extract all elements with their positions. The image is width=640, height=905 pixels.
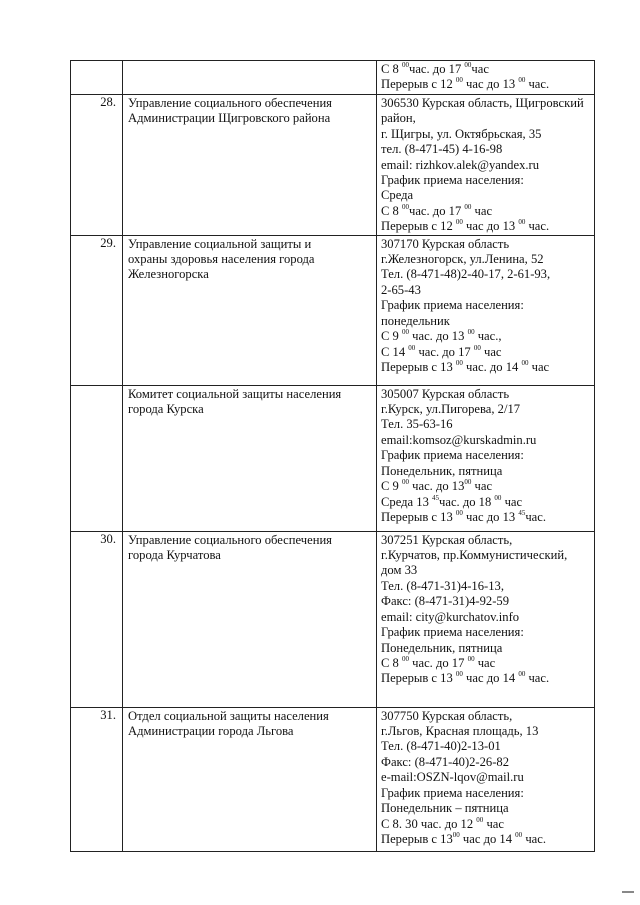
time-superscript: 00	[476, 815, 484, 824]
contact-info-line	[381, 579, 594, 594]
time-superscript: 00	[521, 358, 529, 367]
time-superscript: 00	[455, 218, 463, 227]
contact-info-line	[381, 127, 594, 142]
organization-name-cell	[123, 707, 377, 851]
info-text: час	[471, 479, 493, 494]
info-text: час.	[525, 77, 550, 92]
time-superscript: 45	[518, 508, 526, 517]
info-text: час. до 17	[409, 203, 465, 218]
info-text: Понедельник, пятница	[381, 640, 503, 655]
time-superscript: 00	[467, 654, 475, 663]
time-superscript: 00	[402, 202, 409, 211]
info-text: Факс: (8-471-40)2-26-82	[381, 754, 510, 769]
scan-artifact	[622, 891, 634, 893]
contact-info-line	[381, 77, 594, 92]
organization-name-cell	[123, 385, 377, 531]
contact-info-line	[381, 283, 594, 298]
organization-name-cell	[123, 531, 377, 707]
contact-info-line	[381, 724, 594, 739]
contact-info-line	[381, 267, 594, 282]
contact-info-cell	[377, 707, 595, 851]
contact-info-line	[381, 548, 594, 563]
time-superscript: 00	[402, 61, 409, 69]
contact-info-line	[381, 387, 594, 402]
time-superscript: 00	[455, 670, 463, 679]
contact-info-line	[381, 479, 594, 494]
organization-name-cell	[123, 235, 377, 385]
info-text: email: city@kurchatov.info	[381, 609, 520, 624]
info-text: Среда 13	[381, 494, 433, 509]
info-text: 305007 Курская область	[381, 386, 510, 401]
contact-info-line	[381, 533, 594, 548]
contact-info-line	[381, 625, 594, 640]
contact-info-line	[381, 709, 594, 724]
row-number: 29.	[100, 235, 116, 250]
contact-info-cell	[377, 95, 595, 236]
info-text: График приема населения:	[381, 625, 524, 640]
info-text: С 8. 30 час. до 12	[381, 816, 477, 831]
info-text: час. до 13	[409, 329, 468, 344]
organization-name-line: Администрации города Льгова	[128, 724, 294, 739]
info-text: email:komsoz@kurskadmin.ru	[381, 432, 537, 447]
time-superscript: 00	[408, 343, 416, 352]
contact-info-line	[381, 188, 594, 203]
info-text: Перерыв с 13	[381, 509, 456, 524]
info-text: С 8	[381, 655, 402, 670]
time-superscript: 00	[455, 76, 463, 85]
contact-info-line	[381, 770, 594, 785]
contact-info-line	[381, 817, 594, 832]
organization-name-cell	[123, 61, 377, 95]
organization-name-line: Железногорска	[128, 267, 209, 282]
info-text: 307170 Курская область	[381, 236, 510, 251]
contact-info-line	[381, 495, 594, 510]
contact-info-line	[381, 832, 594, 847]
contact-info-line	[381, 610, 594, 625]
info-text: час. до 17	[409, 655, 468, 670]
info-text: 2-65-43	[381, 282, 421, 297]
time-superscript: 00	[464, 202, 472, 211]
contact-info-line	[381, 801, 594, 816]
contact-info-line	[381, 173, 594, 188]
time-superscript: 00	[402, 478, 409, 487]
info-text: г.Льгов, Красная площадь, 13	[381, 724, 539, 739]
info-text: Перерыв с 12	[381, 77, 456, 92]
contact-info-cell	[377, 235, 595, 385]
time-superscript: 00	[402, 328, 409, 337]
info-text: Тел. 35-63-16	[381, 417, 453, 432]
info-text: С 9	[381, 479, 402, 494]
contact-info-cell	[377, 385, 595, 531]
info-text: час	[471, 62, 489, 76]
info-text: Факс: (8-471-31)4-92-59	[381, 594, 510, 609]
contact-info-line	[381, 656, 594, 671]
contact-info-cell	[377, 531, 595, 707]
info-text: График приема населения:	[381, 298, 524, 313]
table-row	[71, 707, 595, 851]
row-number-cell	[71, 95, 123, 236]
info-text: дом 33	[381, 563, 418, 578]
row-number-cell	[71, 61, 123, 95]
info-text: час. до 17	[415, 344, 474, 359]
contact-info-line	[381, 329, 594, 344]
info-text: С 8	[381, 62, 402, 76]
contact-info-line	[381, 314, 594, 329]
info-text: График приема населения:	[381, 448, 524, 463]
info-text: час	[480, 344, 502, 359]
contact-info-line	[381, 739, 594, 754]
info-text: час. до 14	[462, 359, 522, 374]
contact-info-line	[381, 204, 594, 219]
time-superscript: 00	[494, 493, 502, 502]
organization-name-line: города Курчатова	[128, 548, 221, 563]
organization-name-line: Комитет социальной защиты населения	[128, 386, 342, 401]
info-text: Перерыв с 13	[381, 831, 453, 846]
info-text: г.Железногорск, ул.Ленина, 52	[381, 252, 544, 267]
info-text: час	[528, 359, 550, 374]
row-number-cell	[71, 707, 123, 851]
organization-name-line: Отдел социальной защиты населения	[128, 708, 329, 723]
info-text: час	[483, 816, 504, 831]
info-text: 307251 Курская область,	[381, 532, 513, 547]
info-text: г. Щигры, ул. Октябрьская, 35	[381, 126, 542, 141]
info-text: С 8	[381, 203, 402, 218]
time-superscript: 00	[518, 218, 526, 227]
table-row	[71, 61, 595, 95]
contact-info-line	[381, 563, 594, 578]
organization-name-line: охраны здоровья населения города	[128, 252, 315, 267]
info-text: час.,	[474, 329, 502, 344]
info-text: понедельник	[381, 313, 450, 328]
info-text: Перерыв с 13	[381, 671, 456, 686]
row-number: 30.	[100, 531, 116, 546]
organization-name-line: Управление социального обеспечения	[128, 96, 332, 110]
info-text: С 14	[381, 344, 409, 359]
organization-name-line: Управление социального обеспечения	[128, 532, 332, 547]
organization-name-cell	[123, 95, 377, 236]
contact-info-line	[381, 433, 594, 448]
info-text: час. до 17	[409, 62, 465, 76]
info-text: Понедельник – пятница	[381, 801, 509, 816]
time-superscript: 00	[467, 328, 475, 337]
time-superscript: 00	[464, 478, 472, 487]
info-text: Понедельник, пятница	[381, 463, 503, 478]
info-text: час до 13	[462, 219, 519, 234]
info-text: Перерыв с 13	[381, 359, 456, 374]
time-superscript: 00	[518, 76, 526, 85]
info-text: тел. (8-471-45) 4-16-98	[381, 142, 503, 157]
info-text: Среда	[381, 188, 414, 203]
info-text: час.	[525, 671, 550, 686]
contact-info-line	[381, 641, 594, 656]
contact-info-line	[381, 237, 594, 252]
row-number-cell	[71, 531, 123, 707]
contact-info-line	[381, 219, 594, 234]
info-text: час.	[525, 509, 546, 524]
info-text: Перерыв с 12	[381, 219, 456, 234]
contact-info-line	[381, 594, 594, 609]
contact-info-line	[381, 111, 594, 126]
table-row	[71, 531, 595, 707]
organization-name-line: Администрации Щигровского района	[128, 111, 331, 126]
info-text: e-mail:OSZN-lqov@mail.ru	[381, 770, 524, 785]
info-text: Тел. (8-471-31)4-16-13,	[381, 578, 504, 593]
info-text: г.Курск, ул.Пигорева, 2/17	[381, 402, 521, 417]
table-row	[71, 235, 595, 385]
contact-info-line	[381, 62, 594, 77]
time-superscript: 00	[455, 358, 463, 367]
contact-info-line	[381, 671, 594, 686]
contact-info-line	[381, 158, 594, 173]
row-number: 28.	[100, 95, 116, 109]
row-number-cell	[71, 235, 123, 385]
info-text: email: rizhkov.alek@yandex.ru	[381, 157, 539, 172]
contact-info-line	[381, 345, 594, 360]
contact-info-line	[381, 786, 594, 801]
time-superscript: 45	[432, 493, 440, 502]
contact-info-line	[381, 510, 594, 525]
organization-name-line: города Курска	[128, 402, 204, 417]
contact-info-cell	[377, 61, 595, 95]
info-text: График приема населения:	[381, 173, 524, 188]
info-text: час до 14	[462, 671, 519, 686]
info-text: час до 13	[462, 77, 519, 92]
table-row	[71, 385, 595, 531]
info-text: 307750 Курская область,	[381, 708, 513, 723]
contact-info-line	[381, 360, 594, 375]
info-text: г.Курчатов, пр.Коммунистический,	[381, 548, 568, 563]
contact-info-line	[381, 464, 594, 479]
contact-info-line	[381, 402, 594, 417]
time-superscript: 00	[515, 830, 523, 839]
contact-info-line	[381, 298, 594, 313]
info-text: час. до 18	[439, 494, 495, 509]
info-text: район,	[381, 111, 416, 126]
info-text: час	[501, 494, 523, 509]
time-superscript: 00	[402, 654, 409, 663]
info-text: час до 14	[459, 831, 516, 846]
info-text: час.	[525, 219, 550, 234]
info-text: Тел. (8-471-48)2-40-17, 2-61-93,	[381, 267, 551, 282]
organization-name-line: Управление социальной защиты и	[128, 236, 312, 251]
info-text: 306530 Курская область, Щигровский	[381, 96, 584, 110]
info-text: Тел. (8-471-40)2-13-01	[381, 739, 501, 754]
social-services-table	[70, 60, 595, 852]
contact-info-line	[381, 448, 594, 463]
time-superscript: 00	[464, 61, 472, 69]
info-text: час. до 13	[409, 479, 465, 494]
row-number: 31.	[100, 707, 116, 722]
info-text: График приема населения:	[381, 785, 524, 800]
info-text: час	[471, 203, 493, 218]
info-text: час.	[522, 831, 546, 846]
row-number-cell	[71, 385, 123, 531]
time-superscript: 00	[455, 508, 463, 517]
time-superscript: 00	[473, 343, 481, 352]
contact-info-line	[381, 417, 594, 432]
contact-info-line	[381, 96, 594, 111]
table-row	[71, 95, 595, 236]
time-superscript: 00	[518, 670, 526, 679]
info-text: час	[474, 655, 496, 670]
info-text: С 9	[381, 329, 402, 344]
time-superscript: 00	[452, 830, 460, 839]
info-text: час до 13	[462, 509, 519, 524]
contact-info-line	[381, 252, 594, 267]
contact-info-line	[381, 755, 594, 770]
contact-info-line	[381, 142, 594, 157]
